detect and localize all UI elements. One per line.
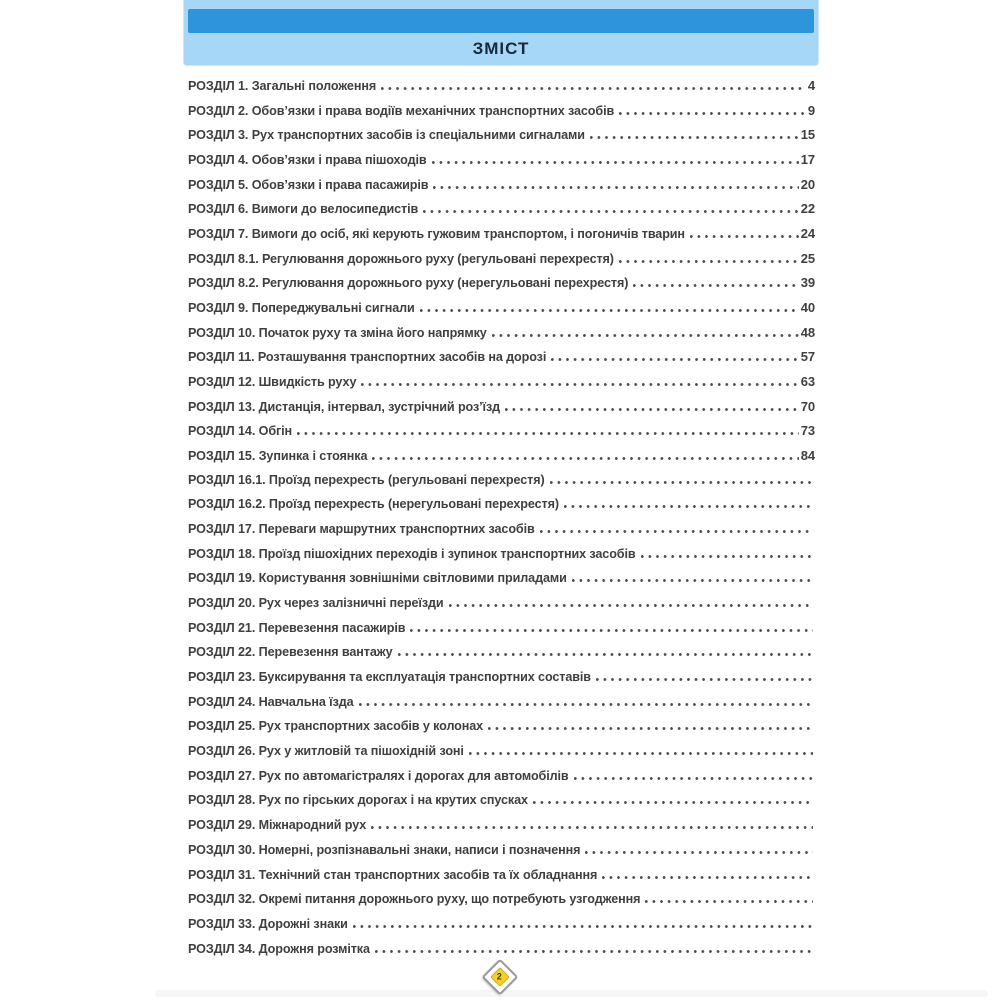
toc-content-column [184,0,818,966]
toc-dot-leader [540,530,813,533]
toc-item-label: РОЗДІЛ 5. Обов’язки і права пасажирів [188,177,429,192]
toc-item-page: 39 [800,275,815,291]
toc-item-label: РОЗДІЛ 12. Швидкість руху [188,375,357,390]
toc-item [188,843,815,868]
toc-item [188,473,815,498]
toc-item-label: РОЗДІЛ 6. Вимоги до велосипедистів [188,202,419,217]
toc-dot-leader [619,112,806,115]
toc-header [184,0,818,65]
toc-dot-leader [551,358,799,361]
toc-item-label: РОЗДІЛ 4. Обов’язки і права пішоходів [188,153,427,168]
toc-item-label: РОЗДІЛ 3. Рух транспортних засобів із спеціальними сигналами [188,128,585,143]
toc-dot-leader [469,752,813,755]
toc-item-page: 25 [800,250,815,266]
toc-item-label: РОЗДІЛ 30. Номерні, розпізнавальні знаки, написи і позначення [188,842,581,857]
page-bottom-edge [155,990,988,997]
toc-dot-leader [574,777,813,780]
toc-item-label: РОЗДІЛ 9. Попереджувальні сигнали [188,301,415,316]
toc-item-label: РОЗДІЛ 1. Загальні положення [188,79,377,93]
toc-item [188,793,815,818]
toc-item-label: РОЗДІЛ 2. Обов’язки і права водіїв механічних транспортних засобів [188,103,615,118]
toc-item [188,300,815,325]
header-accent-bar [188,9,814,33]
toc-item [188,349,815,374]
toc-item [188,78,815,103]
toc-item [188,177,815,202]
toc-item [188,917,815,942]
toc-dot-leader [410,629,813,632]
toc-dot-leader [645,900,813,903]
toc-item-label: РОЗДІЛ 31. Технічний стан транспортних засобів та їх обладнання [188,867,598,882]
toc-item-label: РОЗДІЛ 33. Дорожні знаки [188,916,348,931]
toc-item-page: 20 [800,176,815,192]
toc-dot-leader [619,260,799,263]
toc-item-page: 9 [807,102,815,118]
toc-dot-leader [564,505,813,508]
toc-dot-leader [372,457,798,460]
toc-dot-leader [641,555,813,558]
page-title: ЗМІСТ [472,39,530,58]
toc-dot-leader [433,186,798,189]
page-number-badge [480,957,520,997]
toc-item-label: РОЗДІЛ 16.2. Проїзд перехресть (нерегульовані перехрестя) [188,497,559,512]
toc-item-page: 22 [800,201,815,217]
toc-dot-leader [381,87,806,90]
toc-item [188,127,815,152]
toc-item-label: РОЗДІЛ 13. Дистанція, інтервал, зустрічний роз’їзд [188,399,501,414]
toc-item [188,423,815,448]
toc-item-label: РОЗДІЛ 20. Рух через залізничні переїзди [188,596,444,611]
toc-item-label: РОЗДІЛ 15. Зупинка і стоянка [188,449,368,464]
toc-dot-leader [590,136,799,139]
toc-item [188,892,815,917]
toc-item [188,596,815,621]
toc-dot-leader [371,826,813,829]
toc-item [188,769,815,794]
toc-item-page: 17 [800,152,815,168]
toc-item [188,448,815,473]
toc-item [188,201,815,226]
toc-item-label: РОЗДІЛ 23. Буксирування та експлуатація транспортних составів [188,670,591,685]
priority-road-sign-icon [482,959,519,996]
priority-road-sign-center [490,967,510,987]
toc-item [188,251,815,276]
toc-item [188,226,815,251]
toc-dot-leader [492,334,799,337]
toc-item-page: 24 [800,226,815,242]
toc-dot-leader [690,235,799,238]
toc-dot-leader [398,653,813,656]
toc-item-label: РОЗДІЛ 25. Рух транспортних засобів у колонах [188,719,484,734]
toc-item-page: 63 [800,374,815,390]
toc-item [188,325,815,350]
toc-dot-leader [505,408,799,411]
toc-item-label: РОЗДІЛ 19. Користування зовнішніми світловими приладами [188,571,567,586]
toc-list [184,78,818,966]
toc-item-label: РОЗДІЛ 8.1. Регулювання дорожнього руху (регульовані перехрестя) [188,251,614,266]
toc-item-label: РОЗДІЛ 14. Обгін [188,424,293,439]
toc-item-label: РОЗДІЛ 28. Рух по гірських дорогах і на крутих спусках [188,793,528,808]
toc-item-label: РОЗДІЛ 7. Вимоги до осіб, які керують гужовим транспортом, і погоничів тварин [188,227,685,242]
toc-item [188,571,815,596]
page-number: 2 [497,971,503,982]
toc-item [188,670,815,695]
toc-item-page: 15 [800,127,815,143]
toc-item-page: 48 [800,324,815,340]
toc-dot-leader [353,925,813,928]
toc-dot-leader [432,161,799,164]
toc-item-label: РОЗДІЛ 8.2. Регулювання дорожнього руху (нерегульовані перехрестя) [188,276,629,291]
toc-item [188,868,815,893]
toc-item-label: РОЗДІЛ 24. Навчальна їзда [188,694,354,709]
toc-item-page: 84 [800,448,815,464]
toc-dot-leader [596,678,813,681]
toc-item-label: РОЗДІЛ 32. Окремі питання дорожнього руху, що потребують узгодження [188,892,641,907]
toc-item-label: РОЗДІЛ 18. Проїзд пішохідних переходів і зупинок транспортних засобів [188,546,636,561]
toc-item-label: РОЗДІЛ 21. Перевезення пасажирів [188,620,406,635]
toc-dot-leader [533,801,813,804]
toc-dot-leader [297,432,799,435]
toc-dot-leader [633,284,798,287]
toc-item-page: 70 [800,398,815,414]
toc-item-label: РОЗДІЛ 17. Переваги маршрутних транспортних засобів [188,522,535,537]
toc-dot-leader [550,481,813,484]
toc-item [188,522,815,547]
toc-dot-leader [420,309,799,312]
toc-item-page: 40 [800,300,815,316]
toc-item [188,695,815,720]
toc-item [188,497,815,522]
toc-item-page: 57 [800,349,815,365]
toc-item [188,818,815,843]
toc-item [188,275,815,300]
toc-dot-leader [488,727,813,730]
toc-item [188,399,815,424]
toc-item [188,645,815,670]
toc-item [188,547,815,572]
toc-dot-leader [602,876,813,879]
toc-item [188,744,815,769]
toc-dot-leader [585,851,813,854]
toc-item-label: РОЗДІЛ 22. Перевезення вантажу [188,645,393,660]
toc-item-label: РОЗДІЛ 10. Початок руху та зміна його напрямку [188,325,487,340]
toc-item-label: РОЗДІЛ 34. Дорожня розмітка [188,941,370,956]
toc-item [188,621,815,646]
toc-item-page: 4 [807,78,815,93]
toc-item-label: РОЗДІЛ 11. Розташування транспортних засобів на дорозі [188,350,547,365]
toc-dot-leader [359,703,813,706]
toc-item-label: РОЗДІЛ 27. Рух по автомагістралях і дорогах для автомобілів [188,768,569,783]
toc-item [188,152,815,177]
toc-dot-leader [361,383,798,386]
toc-item [188,374,815,399]
toc-item-label: РОЗДІЛ 16.1. Проїзд перехресть (регульовані перехрестя) [188,472,545,487]
toc-item [188,719,815,744]
toc-item-page: 73 [800,423,815,439]
toc-item-label: РОЗДІЛ 29. Міжнародний рух [188,818,367,833]
toc-item-label: РОЗДІЛ 26. Рух у житловій та пішохідній зоні [188,744,464,759]
toc-dot-leader [449,604,813,607]
toc-item [188,103,815,128]
toc-dot-leader [572,579,813,582]
toc-dot-leader [423,210,799,213]
toc-dot-leader [375,950,813,953]
